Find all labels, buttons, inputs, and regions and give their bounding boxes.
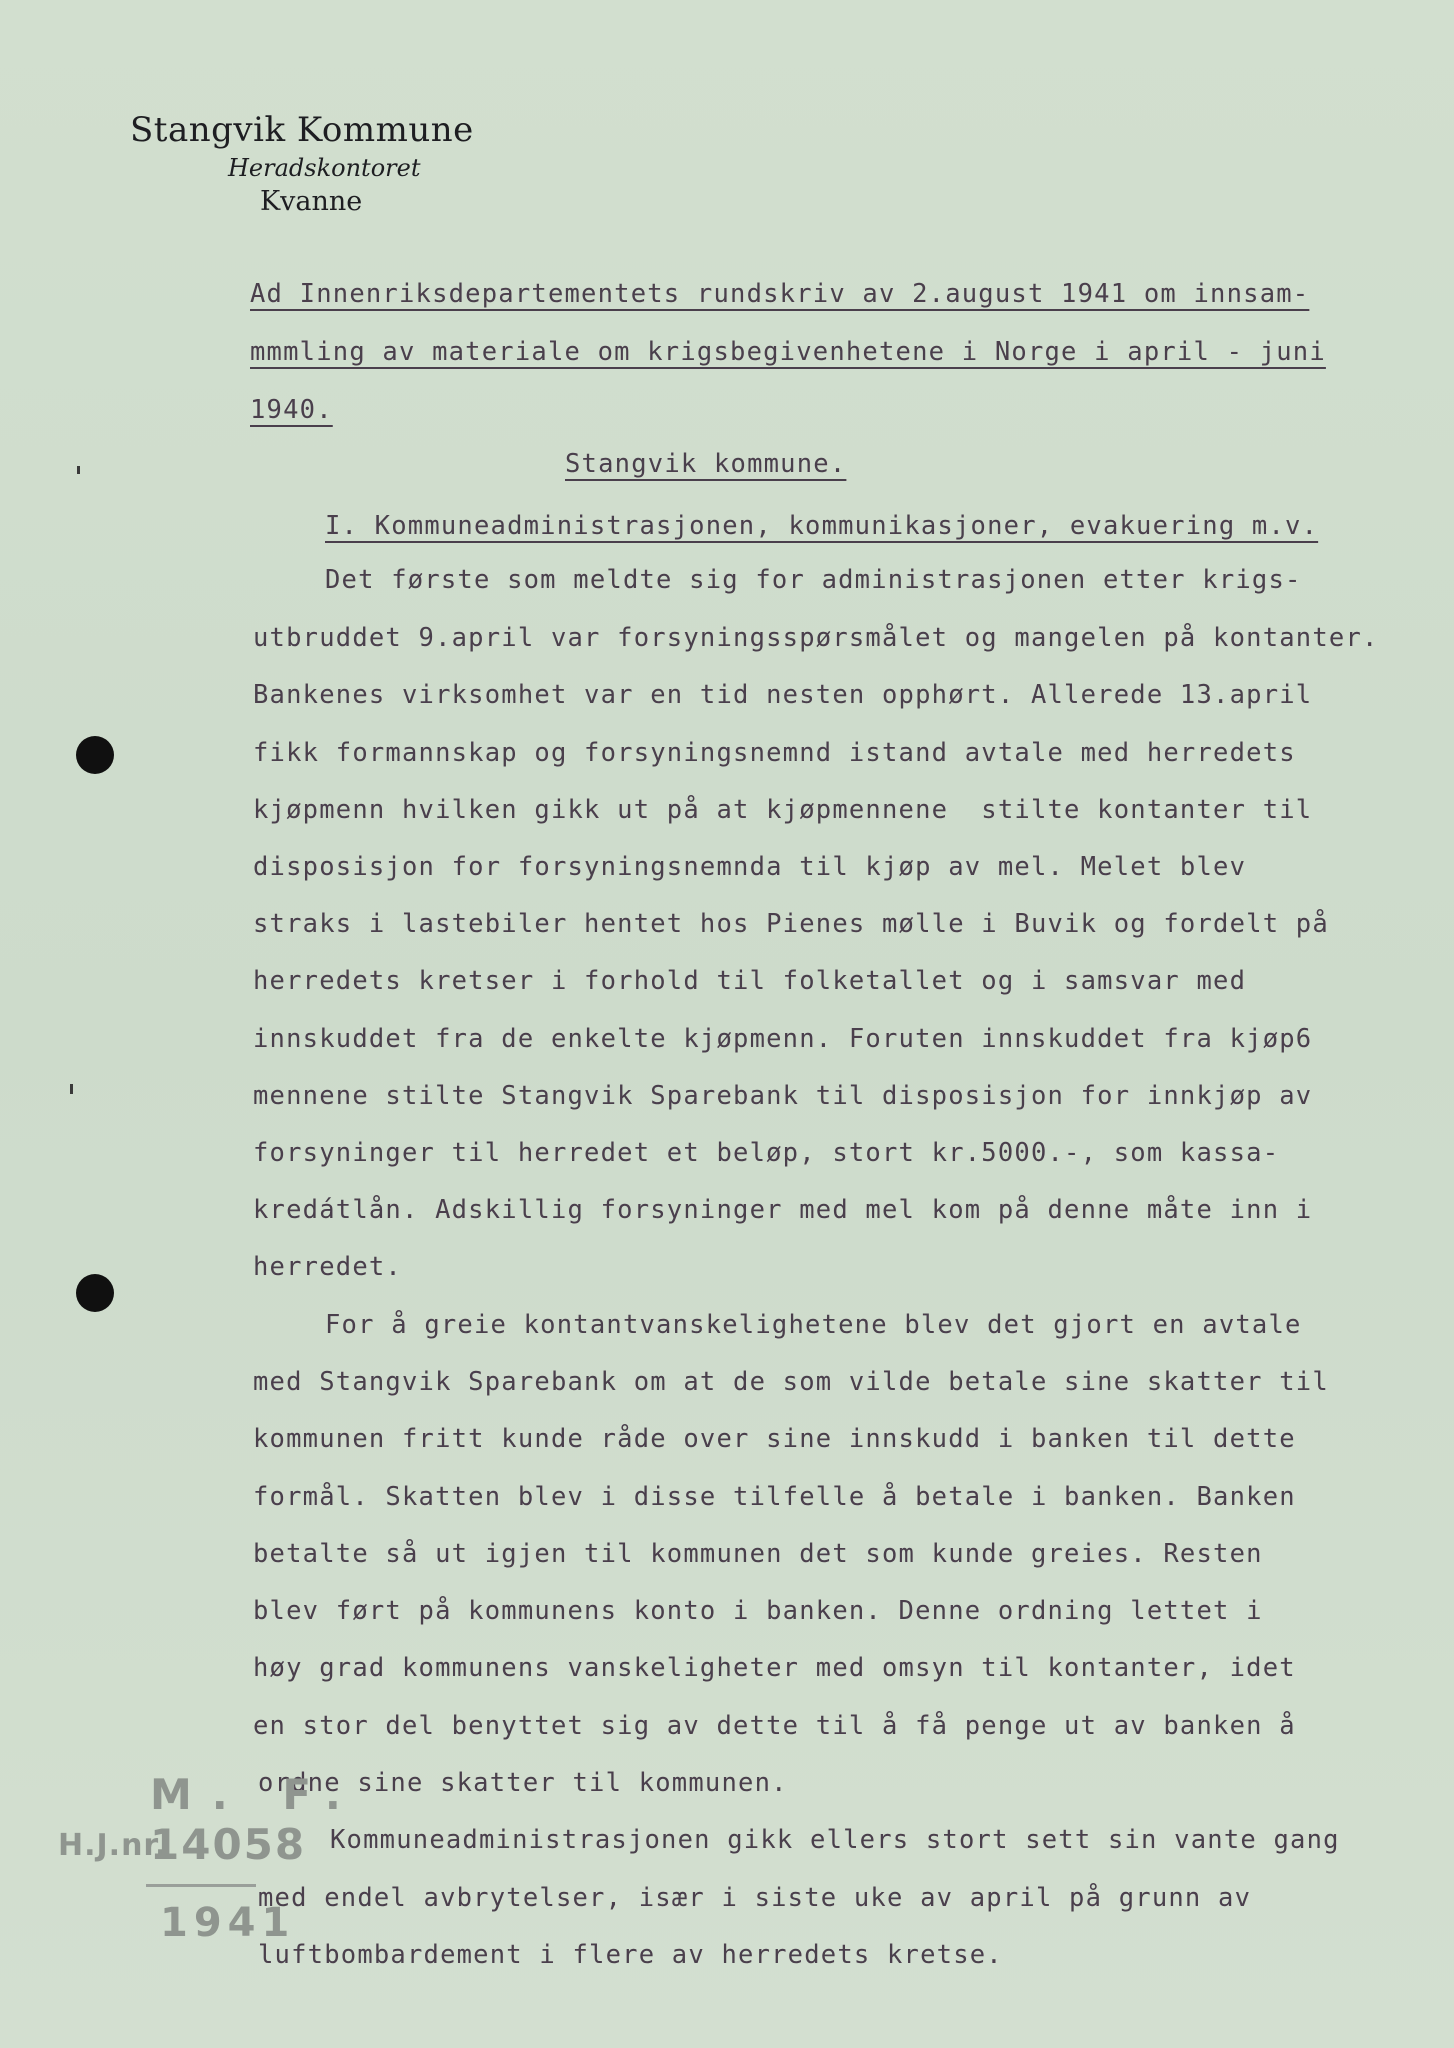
text-line: Det første som meldte sig for administrasjonen etter krigs- xyxy=(325,565,1302,595)
text-line: med endel avbrytelser, især i siste uke av april på grunn av xyxy=(258,1883,1252,1913)
text-line: straks i lastebiler hentet hos Pienes mølle i Buvik og fordelt på xyxy=(253,909,1329,939)
document-heading: Stangvik kommune. xyxy=(565,449,847,479)
stamp-divider xyxy=(146,1884,256,1887)
letterhead-office: Heradskontoret xyxy=(228,154,421,182)
punch-hole xyxy=(76,1274,114,1312)
text-line: høy grad kommunens vanskeligheter med omsyn til kontanter, idet xyxy=(253,1653,1296,1683)
text-line: Kommuneadministrasjonen gikk ellers stort sett sin vante gang xyxy=(330,1825,1340,1855)
subject-line: mmmling av materiale om krigsbegivenhetene i Norge i april - juni xyxy=(250,337,1326,367)
text-line: utbruddet 9.april var forsyningsspørsmålet og mangelen på kontanter. xyxy=(253,623,1379,653)
margin-mark xyxy=(77,466,80,474)
text-line: fikk formannskap og forsyningsnemnd istand avtale med herredets xyxy=(253,738,1296,768)
subject-line: Ad Innenriksdepartementets rundskriv av 2.august 1941 om innsam- xyxy=(250,279,1310,309)
text-line: luftbombardement i flere av herredets kretse. xyxy=(258,1940,1003,1970)
text-line: herredets kretser i forhold til folketallet og i samsvar med xyxy=(253,966,1247,996)
stamp-mf: M. F. xyxy=(150,1770,361,1819)
letterhead xyxy=(130,110,474,217)
text-line: mennene stilte Stangvik Sparebank til disposisjon for innkjøp av xyxy=(253,1081,1313,1111)
stamp-year: 1941 xyxy=(160,1900,296,1946)
text-line: kommunen fritt kunde råde over sine innskudd i banken til dette xyxy=(253,1424,1296,1454)
text-line: en stor del benyttet sig av dette til å få penge ut av banken å xyxy=(253,1711,1296,1741)
text-line: med Stangvik Sparebank om at de som vilde betale sine skatter til xyxy=(253,1367,1329,1397)
text-line: disposisjon for forsyningsnemnda til kjøp av mel. Melet blev xyxy=(253,852,1247,882)
text-line: herredet. xyxy=(253,1252,402,1282)
letterhead-name: Stangvik Kommune xyxy=(130,110,474,150)
text-line: betalte så ut igjen til kommunen det som kunde greies. Resten xyxy=(253,1539,1263,1569)
text-line: kjøpmenn hvilken gikk ut på at kjøpmennene stilte kontanter til xyxy=(253,795,1313,825)
text-line: blev ført på kommunens konto i banken. Denne ordning lettet i xyxy=(253,1596,1263,1626)
subject-line: 1940. xyxy=(250,395,333,425)
text-line: For å greie kontantvanskelighetene blev det gjort en avtale xyxy=(325,1310,1302,1340)
text-line: kredátlån. Adskillig forsyninger med mel kom på denne måte inn i xyxy=(253,1195,1313,1225)
stamp-number: 14058 xyxy=(150,1820,307,1869)
text-line: forsyninger til herredet et beløp, stort kr.5000.-, som kassa- xyxy=(253,1138,1280,1168)
margin-mark xyxy=(70,1084,73,1094)
letterhead-place: Kvanne xyxy=(260,186,363,217)
text-line: innskuddet fra de enkelte kjøpmenn. Foruten innskuddet fra kjøp6 xyxy=(253,1024,1313,1054)
section-title: I. Kommuneadministrasjonen, kommunikasjoner, evakuering m.v. xyxy=(325,511,1319,541)
text-line: ordne sine skatter til kommunen. xyxy=(258,1768,788,1798)
stamp-prefix: H.J.nr. xyxy=(58,1828,168,1863)
text-line: formål. Skatten blev i disse tilfelle å betale i banken. Banken xyxy=(253,1482,1296,1512)
punch-hole xyxy=(76,736,114,774)
text-line: Bankenes virksomhet var en tid nesten opphørt. Allerede 13.april xyxy=(253,680,1313,710)
